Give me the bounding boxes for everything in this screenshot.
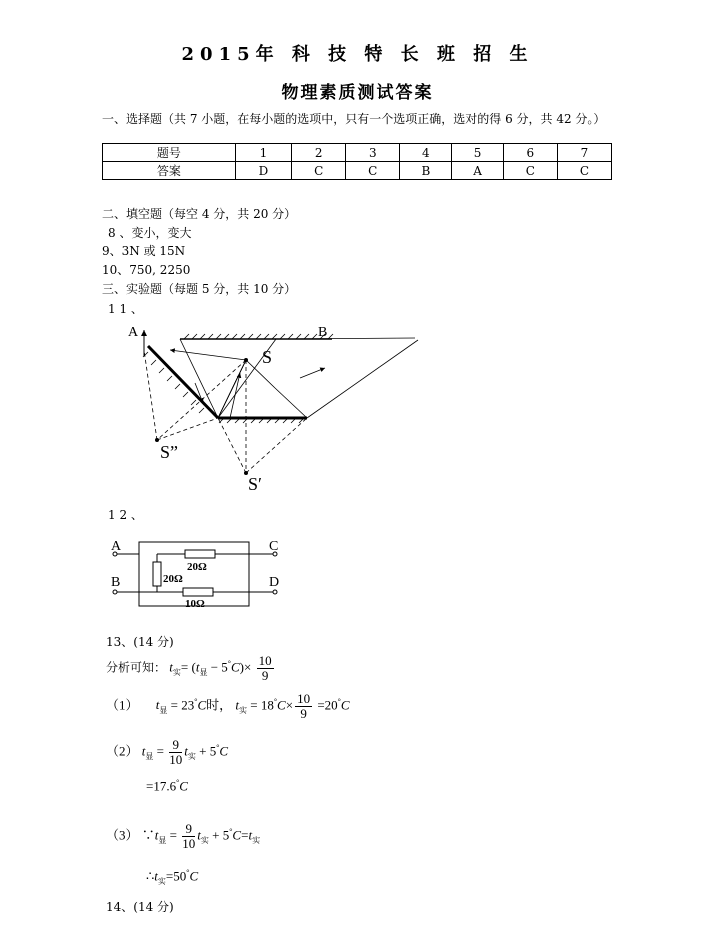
exam-title: 2015年 科 技 特 长 班 招 生 — [181, 44, 534, 65]
table-row — [103, 162, 612, 180]
table-cell: 6 — [503, 144, 557, 162]
table-cell: C — [346, 162, 400, 180]
table-cell: 3 — [346, 144, 400, 162]
table-cell: C — [292, 162, 346, 180]
q11-label: 1 1 、 — [108, 302, 143, 316]
table-cell: A — [452, 162, 503, 180]
part-label: （2） — [106, 743, 139, 759]
q13-part2-result: =17.6°C — [146, 778, 188, 794]
answer-8: 8 、变小，变大 — [108, 226, 192, 240]
q14-label: 14、(14 分) — [106, 900, 174, 914]
image-point-2 — [155, 438, 159, 442]
label-s-prime: S′ — [248, 474, 262, 494]
table-cell: 7 — [557, 144, 611, 162]
table-cell: 2 — [292, 144, 346, 162]
table-cell: 答案 — [103, 162, 236, 180]
mirror-reflection-diagram — [100, 318, 430, 498]
q13-label: 13、(14 分) — [106, 635, 174, 649]
paren-open: ( — [191, 659, 196, 675]
celsius: C — [231, 659, 240, 675]
part-label: （3） — [106, 827, 139, 843]
resistor-bottom — [183, 588, 213, 596]
label-s: S — [262, 347, 273, 367]
terminal-a: A — [111, 539, 122, 554]
table-cell: D — [235, 162, 291, 180]
analysis-prefix: 分析可知： — [106, 660, 167, 675]
section3-heading: 三、实验题（每题 5 分，共 10 分） — [102, 282, 297, 296]
q13-part2: （2） $t_显$ = $\frac{9}{10}$ $t_实 + 5^\circ C$ — [106, 737, 229, 767]
table-cell: B — [400, 162, 452, 180]
terminal-c: C — [269, 539, 279, 554]
table-cell: C — [503, 162, 557, 180]
q13-part3-result: $\therefore t_实=50^\circ C$ — [146, 868, 199, 886]
q13-part3: （3） $\because t_显$ = $\frac{9}{10}$ $t_实 + 5^\circ C=t_实$ — [106, 821, 261, 851]
table-cell: 4 — [400, 144, 452, 162]
q13-part1: （1） $t_显 = 23^\circ C$时， $t_实 = 18^\circ C\times$ $\frac{10}{9}$ =20°C — [106, 691, 350, 721]
table-cell: C — [557, 162, 611, 180]
label-a: A — [128, 325, 139, 340]
answer-table — [102, 143, 612, 180]
table-cell: 1 — [235, 144, 291, 162]
resistor-vertical — [153, 562, 161, 586]
q12-label: 1 2 、 — [108, 508, 143, 522]
resistor-bottom-label: 10Ω — [185, 598, 205, 610]
sub-show: 显 — [199, 668, 208, 678]
minus-five: − 5 — [207, 659, 228, 675]
q13-analysis: 分析可知： $t_实= (t_显 - 5^\circ C)\times$ $\frac{10}{9}$ — [106, 653, 272, 683]
label-s-double-prime: S” — [160, 442, 178, 462]
fraction: $\frac{10}{9}$ — [258, 653, 272, 683]
exam-subtitle: 物理素质测试答案 — [281, 83, 434, 103]
terminal-d: D — [269, 575, 280, 590]
deg: ° — [227, 659, 231, 669]
label-b: B — [318, 325, 328, 340]
sub-real: 实 — [172, 668, 181, 678]
table-cell: 题号 — [103, 144, 236, 162]
resistor-vertical-label: 20Ω — [163, 573, 183, 585]
source-point — [244, 358, 248, 362]
slanted-mirror — [148, 346, 218, 418]
table-cell: 5 — [452, 144, 503, 162]
part-label: （1） — [106, 697, 139, 713]
var-t: t — [169, 659, 173, 675]
resistor-top — [185, 550, 215, 558]
terminal-b: B — [111, 575, 121, 590]
resistor-top-label: 20Ω — [187, 561, 207, 573]
section2-heading: 二、填空题（每空 4 分，共 20 分） — [102, 207, 297, 221]
table-row — [103, 144, 612, 162]
answer-10: 10、750, 2250 — [102, 263, 191, 277]
section1-heading: 一、选择题（共 7 小题，在每小题的选项中，只有一个选项正确，选对的得 6 分，共 42 分。） — [102, 112, 606, 126]
answer-9: 9、3N 或 15N — [102, 244, 186, 258]
circuit-box-diagram — [105, 532, 290, 612]
